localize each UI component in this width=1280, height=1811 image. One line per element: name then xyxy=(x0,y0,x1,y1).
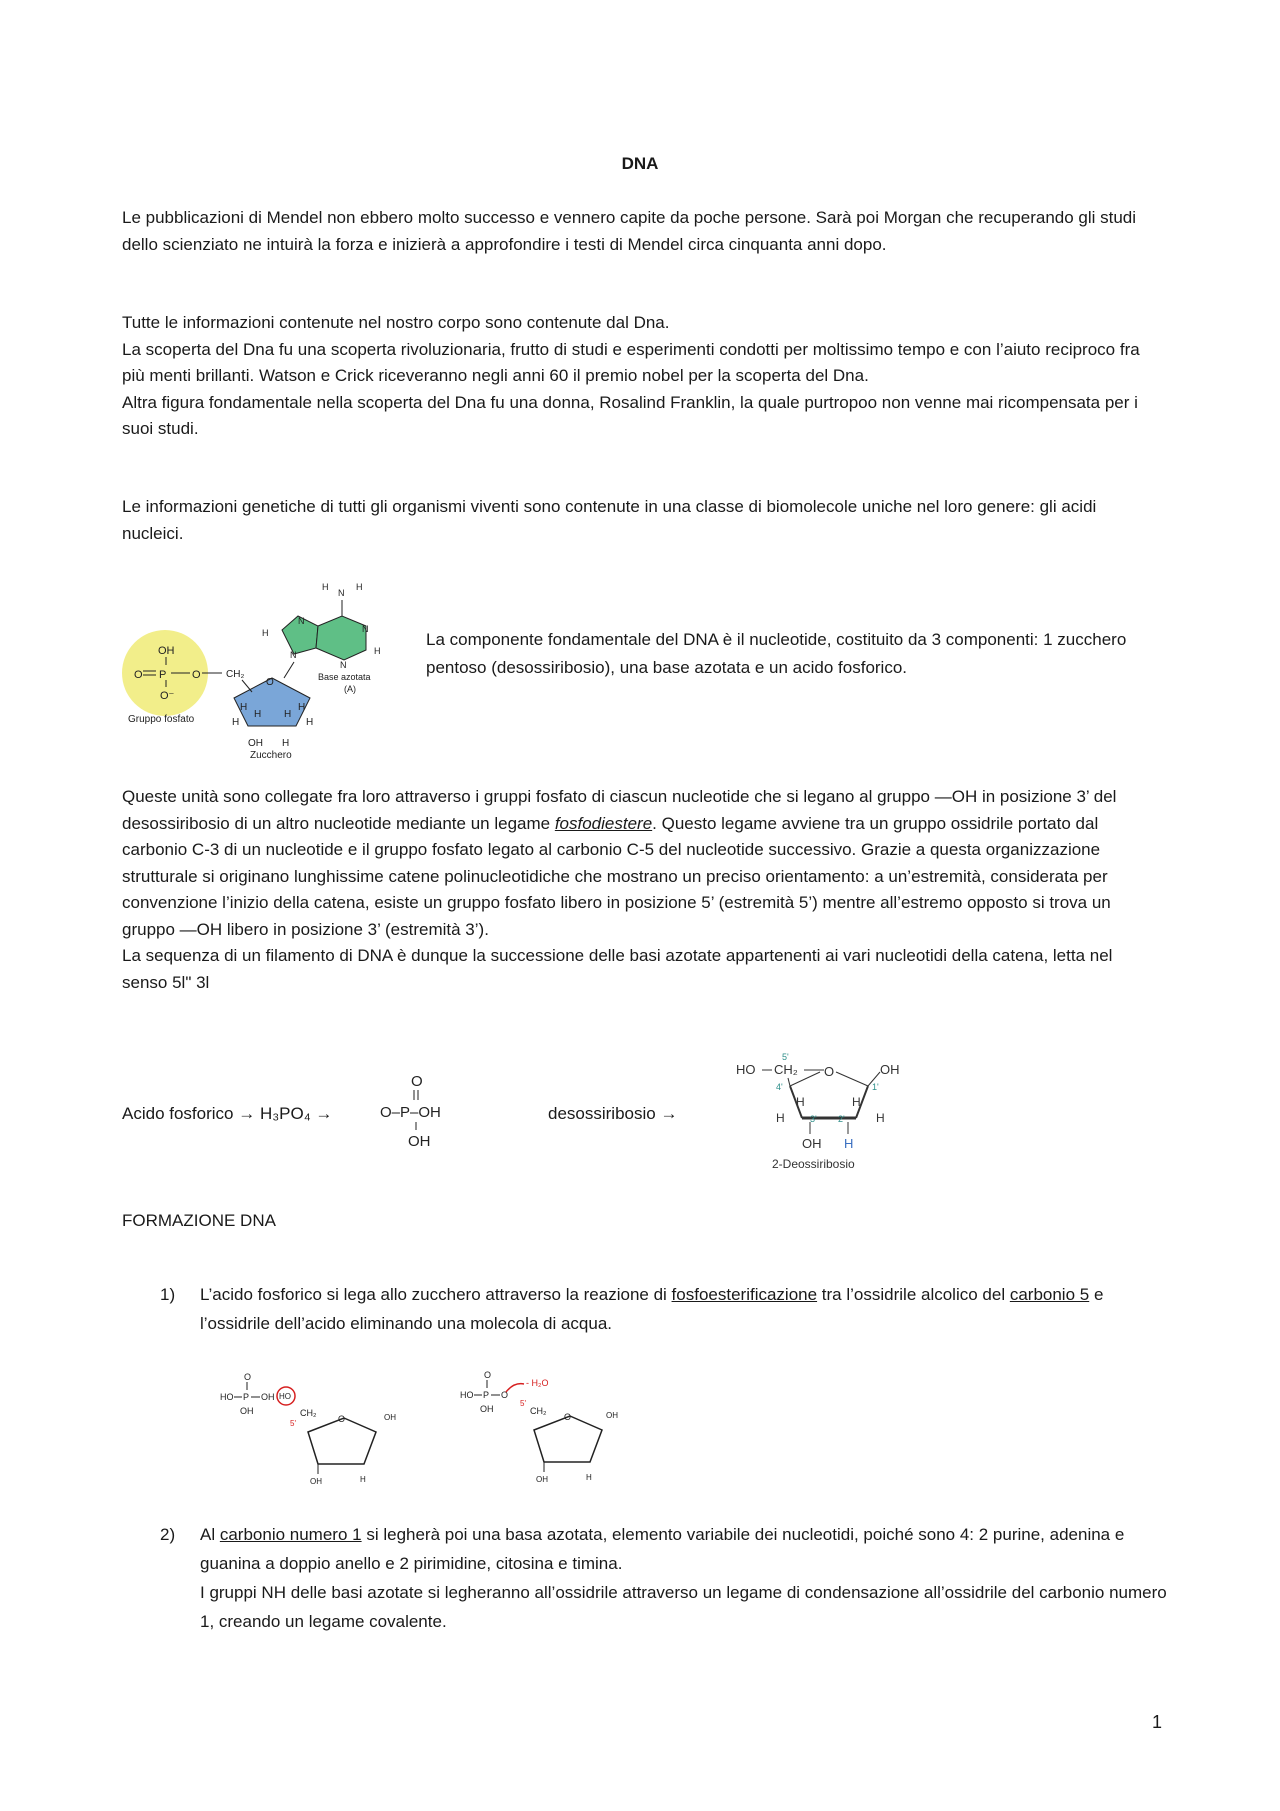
deoxy-caption: 2-Deossiribosio xyxy=(772,1157,855,1171)
rxn-p: P xyxy=(483,1390,490,1400)
intro-line: Altra figura fondamentale nella scoperta del Dna fu una donna, Rosalind Franklin, la quale purtropoo non venne mai ricompensata per i suoi studi. xyxy=(122,392,1138,438)
phosphate-p: P xyxy=(159,669,167,681)
document-page: DNA Le pubblicazioni di Mendel non ebbero molto successo e vennero capite da poche persone. Sarà poi Morgan che recuperando gli studi dello scienziato ne intuirà la forza e inizierà a approfondire i testi di Mendel circa cinquanta anni dopo. Tutte le informazioni contenute nel nostro corpo sono contenute dal Dna. La scoperta del Dna fu una scoperta rivoluzionaria, frutto di studi e esperimenti condotti per moltissimo tempo e con l’aiuto reciproco fra più menti brillanti. Watson e Crick riceveranno negli anni 60 il premio nobel per la scoperta del Dna. Altra figura fondamentale nella scoperta del Dna fu una donna, Rosalind Franklin, la quale purtropoo non venne mai ricompensata per i suoi studi. Le informazioni genetiche di tutti gli organismi viventi sono contenute in una classe di biomolecole uniche nel loro genere: gli acidi nucleici. OH O P O O⁻ Gruppo fosfato CH₂ O H H H H H H OH H Zucchero N N N N H H N H H Base azotata (A) La componente fondamentale del DNA è il nucleotide, costituito da 3 componenti: 1 zucchero pentoso (desossiribosio), una base azotata e un acido fosforico. Queste unità sono collegate fra loro attraverso i gruppi fosfato di ciascun nucleotide che si legano al gruppo —OH in posizione 3’ del desossiribosio di un altro nucleotide mediante un legame fosfodiestere. Questo legame avviene tra un gruppo ossidrile portato dal carbonio C-3 di un nucleotide e il gruppo fosfato legato al carbonio C-5 del nucleotide successivo. Grazie a questa organizzazione strutturale si originano lunghissime catene polinucleotidiche che mostrano un preciso orientamento: a un’estremità, considerata per convenzione l’inizio della catena, esiste un gruppo fosfato libero in posizione 5’ (estremità 5’) mentre all’estremo opposto si trova un gruppo —OH libero in posizione 3’ (estremità 3’). La sequenza di un filamento di DNA è dunque la successione delle basi azotate appartenenti ai vari nucleotidi della catena, letta nel senso 5l" 3l Acido fosforico → H₃PO₄ → O O–P–OH OH desossiribosio → HO 5' CH₂ O OH 4' 1' H H H H 3' 2' OH H 2-Deossiribosio FORMAZIONE DNA 1) L’acido fosforico si lega allo zucchero attraverso la reazione di fosfoesterificazione tra l’ossidrile alcolico del carbonio 5 e l’ossidrile dell’acido eliminando una molecola di acqua. O HO P OH OH HO CH₂ 5' O OH OH H O HO P O OH - H₂O CH₂ 5' O OH OH H 2) Al carbonio numero 1 si legherà poi una basa azotata, elemento variabile dei nucleotidi, poiché sono 4: 2 purine, adenina e guanina a doppio anello e 2 pirimidine, citosina e timina. I gruppi NH delle basi azotate si legheranno all’ossidrile attraverso un legame di condensazione all’ossidrile del carbonio numero 1, creando un legame covalente. 1 xyxy=(0,0,1280,1811)
rxn-o: O xyxy=(484,1370,492,1380)
deoxy-h: H xyxy=(852,1095,861,1109)
deoxy-oh-right: OH xyxy=(880,1062,900,1077)
rxn-ring-o: O xyxy=(338,1414,346,1424)
sugar-h: H xyxy=(240,702,248,713)
rxn-oh: OH xyxy=(240,1406,254,1416)
fosfodiestere-term: fosfodiestere xyxy=(554,813,653,833)
rxn-ch2: CH₂ xyxy=(530,1406,547,1416)
deoxyribose-structure xyxy=(728,1048,912,1178)
water-removal-note: - H₂O xyxy=(526,1378,549,1388)
acid-main: O–P–OH xyxy=(380,1104,441,1121)
deoxy-oh-bottom: OH xyxy=(802,1136,822,1151)
base-h: H xyxy=(374,646,381,656)
rxn-5-mark: 5' xyxy=(290,1419,296,1428)
amine-h: H xyxy=(322,582,329,592)
rxn-o: O xyxy=(244,1372,252,1382)
nucleotide-description: La componente fondamentale del DNA è il nucleotide, costituito da 3 componenti: 1 zucchero pentoso (desossiribosio), una base azotata e un acido fosforico. xyxy=(426,630,1127,677)
sugar-ring-o: O xyxy=(266,677,274,688)
carbonio-1-term: carbonio numero 1 xyxy=(219,1525,362,1544)
phosphate-o-right: O xyxy=(192,669,201,681)
deoxy-1: 1' xyxy=(872,1082,879,1092)
phosphate-group-label: Gruppo fosfato xyxy=(128,714,195,725)
rxn-ch2: CH₂ xyxy=(300,1408,317,1418)
rxn-h: H xyxy=(360,1475,366,1484)
links-paragraph: Queste unità sono collegate fra loro attraverso i gruppi fosfato di ciascun nucleotide che si legano al gruppo —OH in posizione 3’ del desossiribosio di un altro nucleotide mediante un legame fosfodiestere. Questo legame avviene tra un gruppo ossidrile portato dal carbonio C-3 di un nucleotide e il gruppo fosfato legato al carbonio C-5 del nucleotide successivo. Grazie a questa organizzazione strutturale si originano lunghissime catene polinucleotidiche che mostrano un preciso orientamento: a un’estremità, considerata per convenzione l’inizio della catena, esiste un gruppo fosfato libero in posizione 5’ (estremità 5’) mentre all’estremo opposto si trova un gruppo —OH libero in posizione 3’ (estremità 3’). La sequenza di un filamento di DNA è dunque la successione delle basi azotate appartenenti ai vari nucleotidi della catena, letta nel senso 5l" 3l xyxy=(122,787,1117,992)
rxn-oh: OH xyxy=(606,1411,618,1420)
intro-line: Tutte le informazioni contenute nel nostro corpo sono contenute dal Dna. xyxy=(122,313,670,332)
sugar-formula-label: desossiribosio → xyxy=(548,1104,678,1123)
sugar-h: H xyxy=(254,709,262,720)
phosphoric-acid-structure xyxy=(376,1072,476,1152)
intro-paragraph-2 xyxy=(122,310,1162,443)
page-number: 1 xyxy=(1151,1712,1162,1732)
rxn-ho: HO xyxy=(220,1392,234,1402)
acid-o-top: O xyxy=(411,1073,423,1090)
deoxy-2: 2' xyxy=(838,1114,845,1124)
base-h: H xyxy=(262,628,269,638)
base-label-a: (A) xyxy=(344,684,356,694)
amine-n: N xyxy=(338,588,345,598)
rxn-h: H xyxy=(586,1473,592,1482)
deoxy-ho: HO xyxy=(736,1062,756,1077)
sugar-oh: OH xyxy=(248,738,263,749)
reaction-diagram-after xyxy=(454,1366,634,1486)
base-n: N xyxy=(362,624,369,634)
nucleotide-diagram xyxy=(122,580,422,762)
deoxy-h: H xyxy=(776,1111,785,1125)
base-n: N xyxy=(298,616,305,626)
deoxy-3: 3' xyxy=(810,1114,817,1124)
base-label: Base azotata xyxy=(318,672,371,682)
deoxy-h: H xyxy=(796,1095,805,1109)
rxn-o: O xyxy=(501,1390,509,1400)
rxn-p: P xyxy=(243,1392,250,1402)
rxn-ring-o: O xyxy=(564,1412,572,1422)
rxn-oh: OH xyxy=(384,1413,396,1422)
base-n: N xyxy=(340,660,347,670)
carbonio-5-term: carbonio 5 xyxy=(1009,1285,1090,1304)
deoxy-ch2: CH₂ xyxy=(774,1062,798,1077)
amine-h: H xyxy=(356,582,363,592)
deoxy-h: H xyxy=(876,1111,885,1125)
page-title: DNA xyxy=(621,154,659,173)
rxn-ho: HO xyxy=(279,1392,291,1401)
deoxy-h-blue: H xyxy=(844,1136,854,1151)
rxn-oh: OH xyxy=(310,1477,322,1486)
sugar-label: Zucchero xyxy=(250,750,292,761)
phosphate-oh: OH xyxy=(158,645,175,657)
deoxy-5: 5' xyxy=(782,1052,789,1062)
fosfoesterificazione-term: fosfoesterificazione xyxy=(671,1285,818,1304)
intro-paragraph-1: Le pubblicazioni di Mendel non ebbero molto successo e vennero capite da poche persone. Sarà poi Morgan che recuperando gli studi dello scienziato ne intuirà la forza e inizierà a approfondire i testi di Mendel circa cinquanta anni dopo. xyxy=(122,208,1137,254)
phosphate-o-left: O xyxy=(134,669,143,681)
rxn-oh: OH xyxy=(480,1404,494,1414)
reaction-diagram-before xyxy=(214,1370,424,1486)
deoxy-o: O xyxy=(824,1064,835,1079)
sugar-h: H xyxy=(284,709,292,720)
sugar-h: H xyxy=(232,717,240,728)
base-ring-6 xyxy=(316,616,366,660)
intro-paragraph-3: Le informazioni genetiche di tutti gli organismi viventi sono contenute in una classe di biomolecole uniche nel loro genere: gli acidi nucleici. xyxy=(122,497,1097,543)
rxn-oh: OH xyxy=(261,1392,275,1402)
base-n: N xyxy=(290,650,297,660)
ch2-label: CH₂ xyxy=(226,669,245,680)
intro-line: La scoperta del Dna fu una scoperta rivoluzionaria, frutto di studi e esperimenti condotti per moltissimo tempo e con l’aiuto reciproco fra più menti brillanti. Watson e Crick riceveranno negli anni 60 il premio nobel per la scoperta del Dna. xyxy=(122,339,1140,385)
sugar-h: H xyxy=(306,717,314,728)
rxn-ho: HO xyxy=(460,1390,474,1400)
deoxy-4: 4' xyxy=(776,1082,783,1092)
rxn-5-mark: 5' xyxy=(520,1399,526,1408)
acid-oh-bottom: OH xyxy=(408,1133,431,1150)
sugar-h: H xyxy=(282,738,290,749)
sugar-h: H xyxy=(298,702,306,713)
formation-heading: FORMAZIONE DNA xyxy=(122,1211,276,1230)
rxn-oh: OH xyxy=(536,1475,548,1484)
phosphate-o-minus: O⁻ xyxy=(160,690,175,702)
acid-formula-label: Acido fosforico → H₃PO₄ → xyxy=(122,1104,333,1123)
